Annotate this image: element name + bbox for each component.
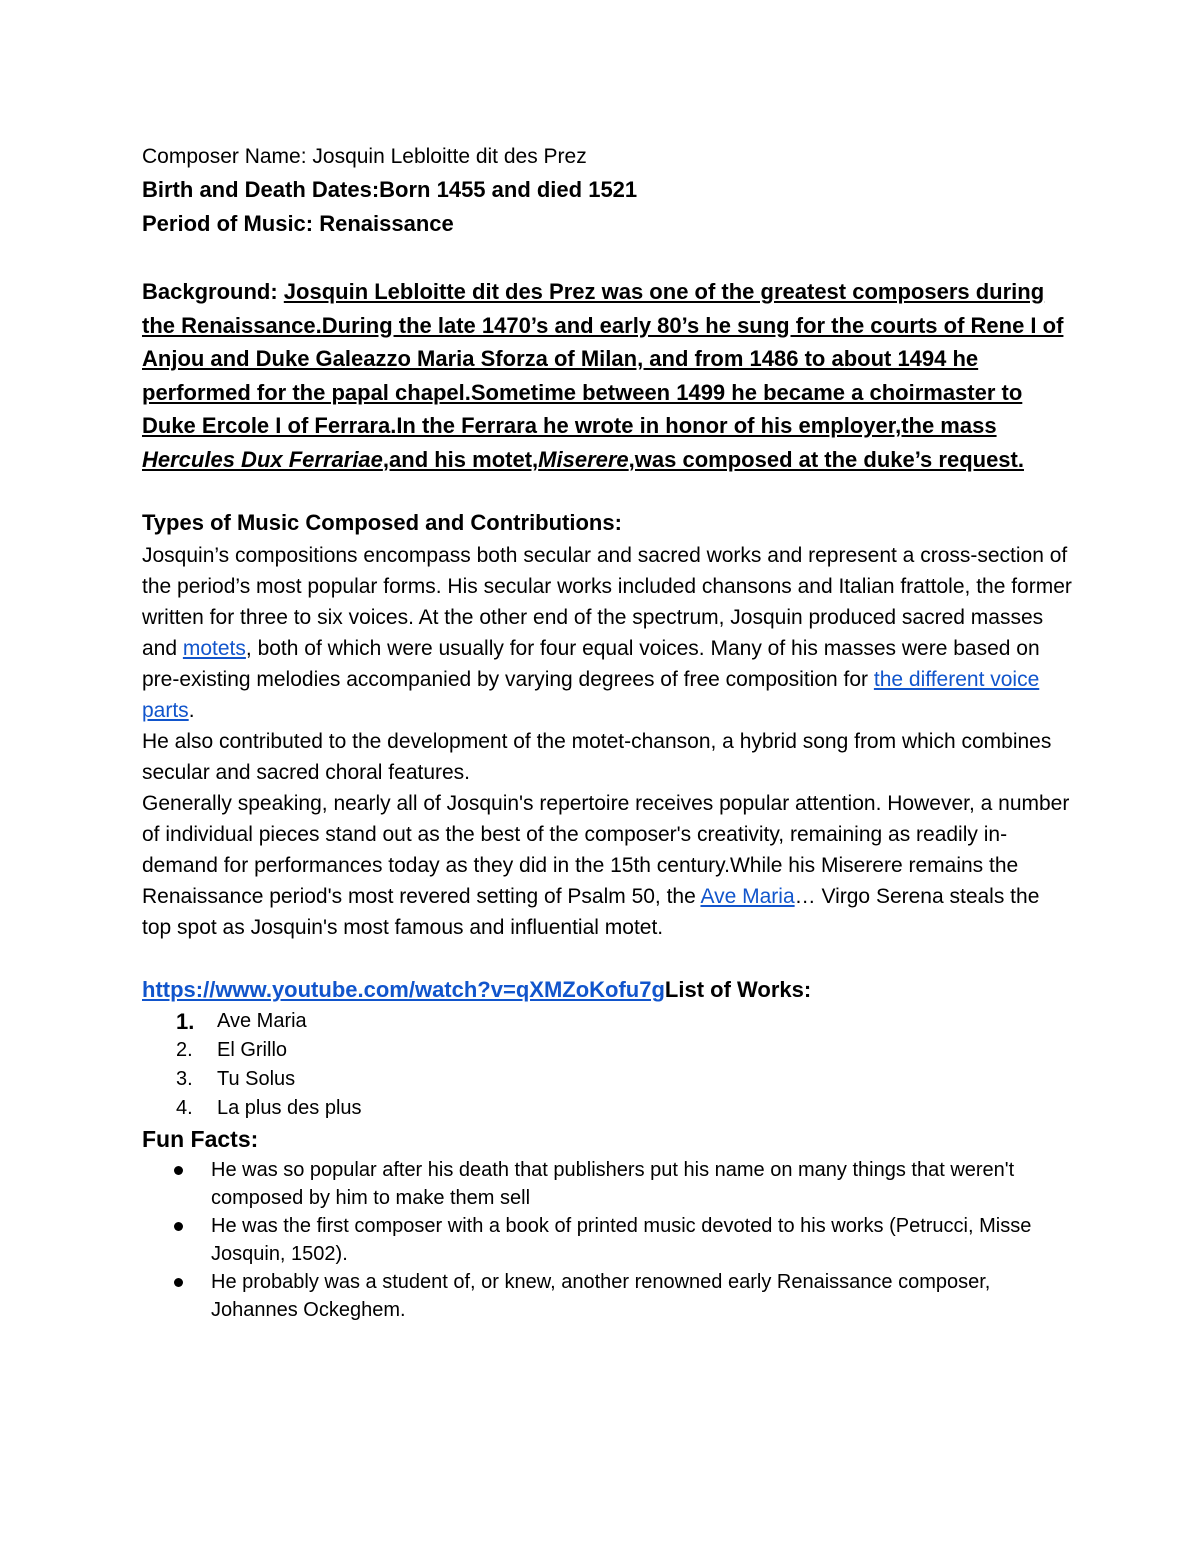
period-value: Renaissance [319,211,454,236]
work-title: Tu Solus [217,1068,296,1090]
work-title: Ave Maria [217,1010,307,1032]
types-body [142,540,1072,943]
voice-parts-link[interactable]: the different voice parts [142,668,1040,722]
list-number: 3. [176,1068,193,1090]
fact-text: He was the first composer with a book of printed music devoted to his works (Petrucci, Misse Josquin, 1502). [211,1215,1032,1265]
types-paragraph-2: He also contributed to the development of the motet-chanson, a hybrid song from which combines secular and sacred choral features. [142,730,1052,784]
background-text-2: ,and his motet, [382,446,539,472]
works-heading-line [142,973,1072,1007]
background-text-1: Josquin Lebloitte dit des Prez was one of the greatest composers during the Renaissance.During the late 1470’s and early 80’s he sung for the courts of Rene I of Anjou and Duke Galeazzo Maria Sforza of Milan, and from 1486 to about 1494 he performed for the papal chapel.Sometime between 1499 he became a choirmaster to Duke Ercole I of Ferrara.In the Ferrara he wrote in honor of his employer,the mass [142,279,1064,438]
fact-text: He was so popular after his death that publishers put his name on many things that weren't composed by him to make them sell [211,1159,1015,1209]
works-heading: List of Works: [664,977,812,1002]
composer-label: Composer Name: [142,145,313,168]
types-heading: Types of Music Composed and Contributions: [142,510,622,535]
types-p3-text-b: … Virgo Serena steals the top spot as Josquin's most famous and influential motet. [142,885,1040,939]
youtube-link[interactable]: https://www.youtube.com/watch?v=qXMZoKofu7g [142,977,665,1002]
motets-link[interactable]: motets [182,637,246,660]
bullet-icon [174,1278,183,1287]
background-paragraph [142,275,1072,476]
types-paragraph-3 [142,788,1072,943]
fact-text: He probably was a student of, or knew, another renowned early Renaissance composer, Johannes Ockeghem. [211,1271,991,1321]
types-p1-text-c: . [188,699,195,722]
background-label: Background: [142,279,284,304]
list-item [142,1094,1072,1123]
works-list [142,1007,1072,1123]
list-number: 1. [176,1009,195,1034]
birth-death-line [142,173,1072,207]
period-line [142,207,1072,241]
document-page [142,140,1072,1324]
bullet-icon [174,1166,183,1175]
work-title: El Grillo [217,1039,288,1061]
list-item [142,1268,1071,1324]
background-italic-motet: Miserere [538,446,629,472]
types-p1-text-b: , both of which were usually for four equal voices. Many of his masses were based on pre-existing melodies accompanied by varying degrees of free composition for [142,637,1040,691]
composer-name-line [142,140,1072,173]
bullet-icon [174,1222,183,1231]
background-text-3: ,was composed at the duke’s request. [628,446,1024,472]
list-number: 4. [176,1097,193,1119]
list-item [142,1036,1072,1065]
ave-maria-link[interactable]: Ave Maria [700,885,795,908]
list-item [142,1065,1072,1094]
types-p1-text-a: Josquin’s compositions encompass both secular and sacred works and represent a cross-section of the period’s most popular forms. His secular works included chansons and Italian frattole, the former written for three to six voices. At the other end of the spectrum, Josquin produced sacred masses and [142,544,1072,660]
birth-death-value: Born 1455 and died 1521 [379,177,638,202]
fun-facts-heading: Fun Facts: [142,1126,259,1152]
work-title: La plus des plus [217,1097,362,1119]
list-item [142,1007,1072,1036]
list-item [142,1212,1071,1268]
fun-facts-list [142,1156,1072,1324]
list-number: 2. [176,1039,193,1061]
composer-name: Josquin Lebloitte dit des Prez [312,145,587,168]
types-p3-text-a: Generally speaking, nearly all of Josquin's repertoire receives popular attention. However, a number of individual pieces stand out as the best of the composer's creativity, remaining as readily in-demand for performances today as they did in the 15th century.While his Miserere remains the Renaissance period's most revered setting of Psalm 50, the [142,792,1070,908]
types-paragraph-1 [142,540,1072,726]
list-item [142,1156,1071,1212]
birth-death-label: Birth and Death Dates: [142,177,380,202]
background-italic-mass: Hercules Dux Ferrariae [142,446,383,472]
period-label: Period of Music: [142,211,320,236]
